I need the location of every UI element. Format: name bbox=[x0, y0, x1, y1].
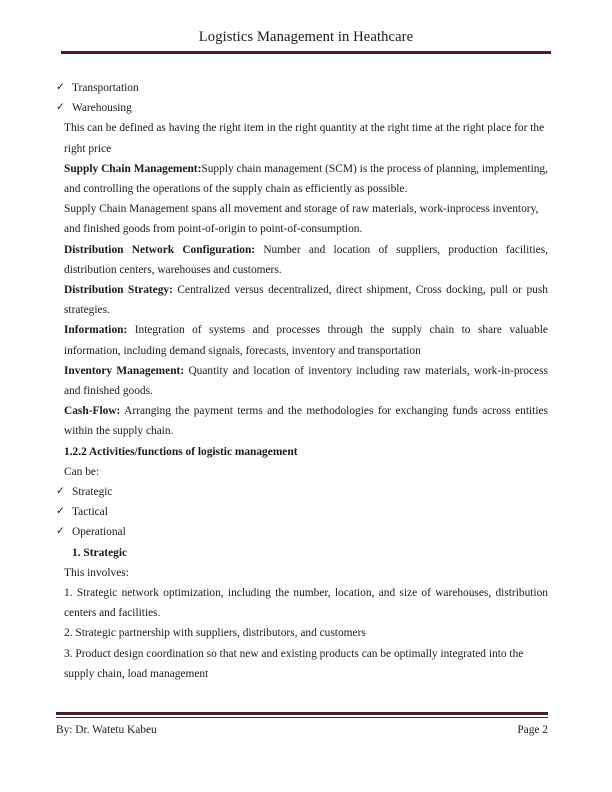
term-paragraph-cash-flow bbox=[56, 401, 548, 441]
page-header bbox=[0, 28, 612, 54]
footer-divider-thick bbox=[56, 712, 548, 715]
list-item bbox=[56, 78, 548, 98]
list-item-label: Tactical bbox=[72, 506, 108, 519]
term-paragraph-information bbox=[56, 320, 548, 360]
term-label: Inventory Management: bbox=[64, 364, 185, 377]
term-definition: Arranging the payment terms and the methodologies for exchanging funds across entities within the supply chain. bbox=[64, 405, 548, 438]
term-label: Information: bbox=[64, 324, 128, 337]
list-item bbox=[56, 502, 548, 522]
term-definition: Centralized versus decentralized, direct shipment, Cross docking, pull or push strategies. bbox=[64, 284, 548, 317]
term-definition: Quantity and location of inventory including raw materials, work-in-process and finished goods. bbox=[64, 364, 548, 398]
list-item bbox=[56, 522, 548, 542]
term-paragraph-distribution-strategy bbox=[56, 280, 548, 320]
warehousing-definition: This can be defined as having the right item in the right quantity at the right time at the right place for the right price bbox=[64, 122, 545, 155]
check-icon: ✓ bbox=[56, 526, 65, 538]
footer-divider-thin bbox=[56, 717, 548, 718]
check-icon: ✓ bbox=[56, 486, 65, 498]
footer-row bbox=[56, 722, 548, 738]
term-label: Supply Chain Management: bbox=[64, 162, 202, 175]
list-item-label: Warehousing bbox=[72, 102, 132, 115]
header-divider bbox=[61, 51, 551, 54]
footer-author: By: Dr. Watetu Kabeu bbox=[56, 723, 157, 736]
document-body bbox=[56, 78, 548, 684]
check-icon: ✓ bbox=[56, 82, 65, 93]
list-item-label: Operational bbox=[72, 526, 126, 539]
term-label: Cash-Flow: bbox=[64, 405, 121, 418]
list-item bbox=[56, 482, 548, 502]
can-be-label: Can be: bbox=[64, 465, 100, 478]
this-involves-label: This involves: bbox=[64, 566, 129, 579]
term-paragraph-inventory-management bbox=[56, 361, 548, 401]
term-paragraph-distribution-network-configuration bbox=[56, 240, 548, 280]
scm-span-paragraph: Supply Chain Management spans all movement and storage of raw materials, work-inprocess inventory, and finished goods from point-of-origin to point-of-consumption. bbox=[64, 203, 539, 236]
term-definition: Supply chain management (SCM) is the process of planning, implementing, and controlling the operations of the supply chain as efficiently as possible. bbox=[64, 162, 548, 196]
subsection-heading-strategic: 1. Strategic bbox=[72, 546, 128, 559]
term-definition: Number and location of suppliers, production facilities, distribution centers, warehouses and customers. bbox=[64, 243, 548, 276]
term-paragraph-supply-chain-management bbox=[56, 159, 548, 199]
term-label: Distribution Network Configuration: bbox=[64, 243, 256, 256]
list-item-label: Strategic bbox=[72, 486, 113, 499]
numbered-item-3: 3. Product design coordination so that new and existing products can be optimally integrated into the supply chain, load management bbox=[64, 647, 524, 680]
check-icon: ✓ bbox=[56, 102, 65, 114]
term-definition: Integration of systems and processes through the supply chain to share valuable information, including demand signals, forecasts, inventory and transportation bbox=[64, 324, 548, 357]
numbered-item-2: 2. Strategic partnership with suppliers, distributors, and customers bbox=[64, 627, 366, 640]
page-title: Logistics Management in Heathcare bbox=[198, 29, 414, 45]
footer-page-number: Page 2 bbox=[517, 723, 548, 736]
list-item bbox=[56, 98, 548, 118]
check-icon: ✓ bbox=[56, 506, 65, 518]
list-item-label: Transportation bbox=[72, 82, 139, 94]
term-label: Distribution Strategy: bbox=[64, 284, 173, 297]
numbered-item-1: 1. Strategic network optimization, including the number, location, and size of warehouses, distribution centers and facilities. bbox=[64, 587, 548, 620]
section-heading: 1.2.2 Activities/functions of logistic management bbox=[64, 445, 298, 458]
page-footer bbox=[56, 712, 548, 738]
